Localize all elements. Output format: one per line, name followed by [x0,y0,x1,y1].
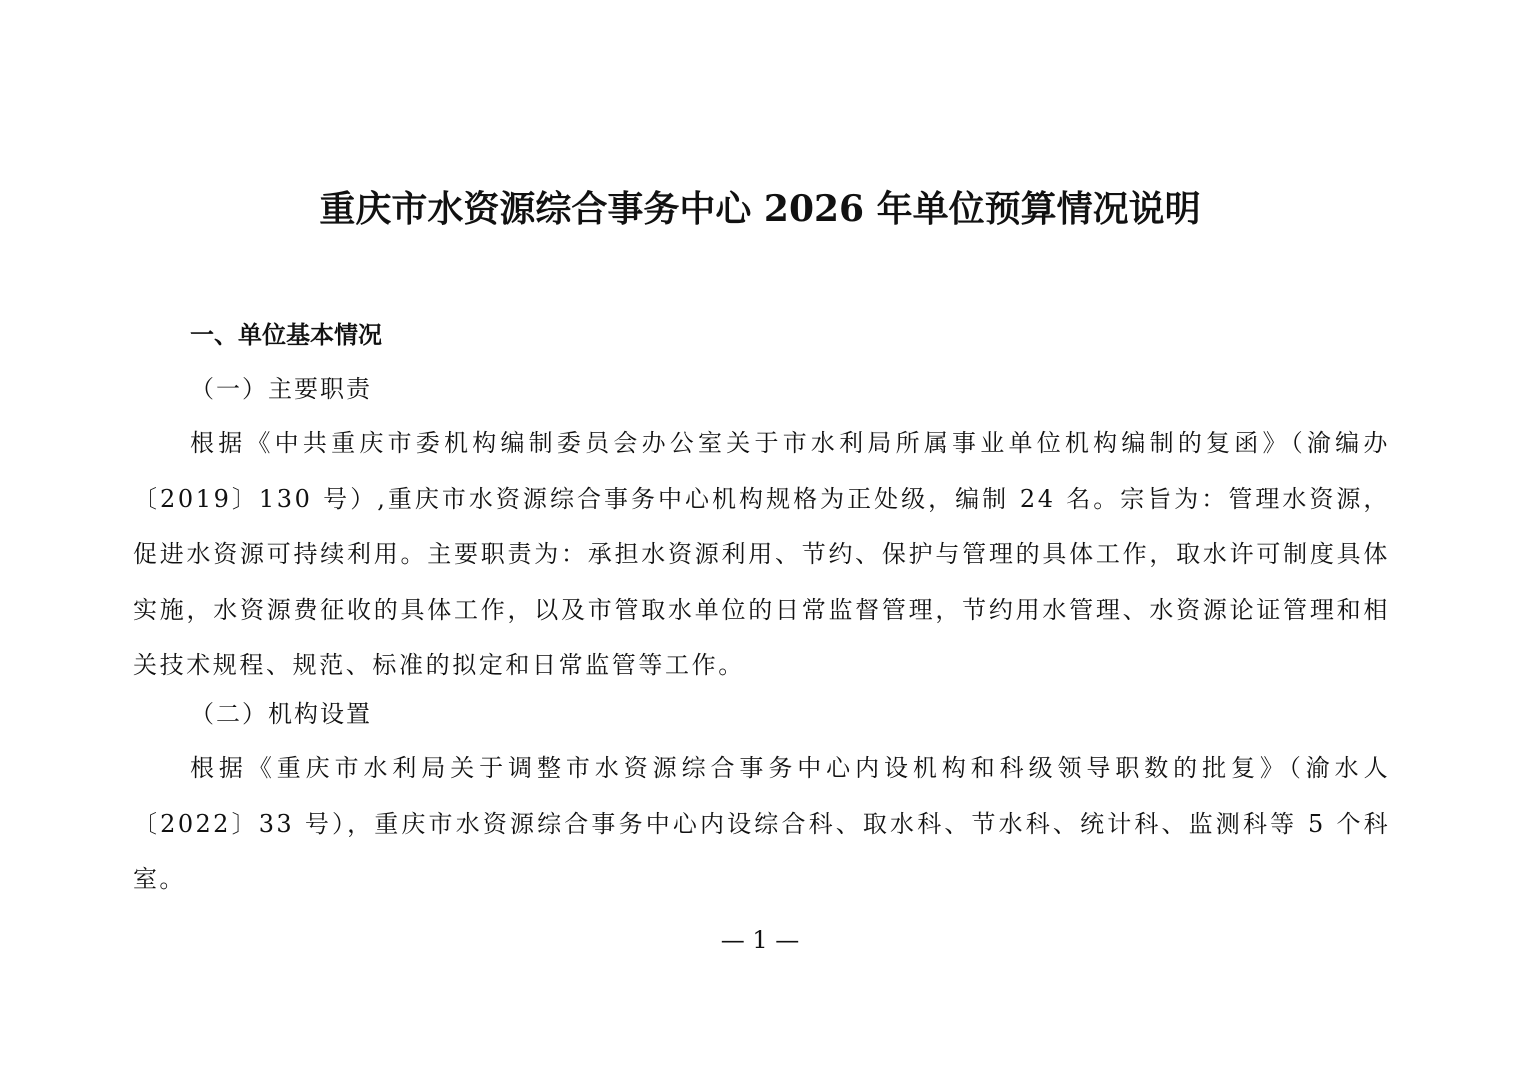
page-number: — 1 — [720,926,800,954]
subsection-heading-organization: （二）机构设置 [190,700,372,728]
section-heading-basic-info: 一、单位基本情况 [190,321,382,349]
subsection-heading-duties: （一）主要职责 [190,375,372,403]
document-title: 重庆市水资源综合事务中心 2026 年单位预算情况说明 [319,188,1201,230]
paragraph-duties: 根据《中共重庆市委机构编制委员会办公室关于市水利局所属事业单位机构编制的复函》（渝编办〔2019〕130 号）,重庆市水资源综合事务中心机构规格为正处级，编制 24 名。宗旨为：管理水资源，促进水资源可持续利用。主要职责为：承担水资源利用、节约、保护与管理的具体工作，取水许可制度具体实施，水资源费征收的具体工作，以及市管取水单位的日常监督管理，节约用水管理、水资源论证管理和相关技术规程、规范、标准的拟定和日常监管等工作。 [133,429,1390,679]
paragraph-organization: 根据《重庆市水利局关于调整市水资源综合事务中心内设机构和科级领导职数的批复》（渝水人〔2022〕33 号），重庆市水资源综合事务中心内设综合科、取水科、节水科、统计科、监测科等 5 个科室。 [133,754,1390,893]
